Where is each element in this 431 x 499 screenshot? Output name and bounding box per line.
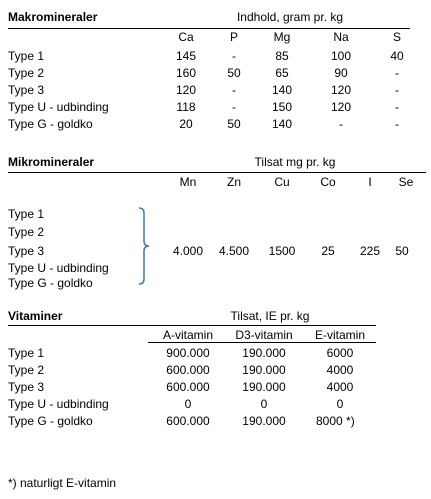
makro-cell: 20 (179, 117, 193, 131)
vit-cell: 190.000 (242, 380, 286, 394)
vit-header: Tilsat, IE pr. kg (230, 309, 310, 323)
makro-col-na: Na (333, 30, 349, 44)
vit-col-divider (148, 342, 376, 343)
vit-cell: 4000 (326, 363, 354, 377)
footnote: *) naturligt E-vitamin (8, 476, 117, 490)
mikro-col-se: Se (398, 175, 414, 189)
makro-col-s: S (392, 30, 401, 44)
makro-cell: 120 (175, 83, 197, 97)
vit-cell: 190.000 (242, 346, 286, 360)
mikro-row-label: Type 2 (8, 225, 45, 239)
mikro-value-i: 225 (359, 244, 381, 258)
makro-cell: 140 (271, 117, 293, 131)
vit-title: Vitaminer (8, 309, 63, 323)
vit-cell: 600.000 (166, 363, 210, 377)
mikro-value-se: 50 (395, 244, 409, 258)
makro-row-label: Type 2 (8, 66, 45, 80)
vit-cell: 0 (260, 397, 268, 411)
makro-cell: 50 (227, 117, 241, 131)
makro-cell: 40 (390, 49, 404, 63)
makro-cell: - (395, 66, 399, 80)
makro-cell: 65 (275, 66, 289, 80)
mikro-col-cu: Cu (274, 175, 290, 189)
makro-cell: - (395, 117, 399, 131)
makro-row-label: Type 3 (8, 83, 45, 97)
vit-row-label: Type 3 (8, 380, 45, 394)
vit-row-label: Type 1 (8, 346, 45, 360)
vit-cell: 6000 (326, 346, 354, 360)
makro-cell: 50 (227, 66, 241, 80)
brace-icon (138, 207, 150, 285)
vit-row-label: Type 2 (8, 363, 45, 377)
mikro-header: Tilsat mg pr. kg (254, 155, 336, 169)
mikro-value-cu: 1500 (268, 244, 296, 258)
vit-col-e: E-vitamin (314, 328, 365, 342)
makro-row-label: Type G - goldko (8, 117, 93, 131)
makro-divider (8, 28, 410, 29)
makro-cell: 145 (175, 49, 197, 63)
vit-col-d3: D3-vitamin (235, 328, 293, 342)
makro-row-label: Type U - udbinding (8, 100, 109, 114)
vit-cell: 190.000 (242, 363, 286, 377)
makro-col-p: P (229, 30, 238, 44)
vit-cell: 0 (336, 397, 344, 411)
vit-cell: 190.000 (242, 414, 286, 428)
vit-divider (8, 325, 376, 326)
mikro-value-mn: 4.000 (172, 244, 204, 258)
mikro-row-label: Type U - udbinding (8, 261, 109, 275)
mikro-col-mn: Mn (179, 175, 197, 189)
vit-cell: 4000 (326, 380, 354, 394)
mikro-row-label: Type 1 (8, 207, 45, 221)
makro-cell: 140 (271, 83, 293, 97)
makro-cell: 85 (275, 49, 289, 63)
makro-cell: 118 (176, 100, 196, 114)
mikro-divider (8, 172, 426, 173)
mikro-col-i: I (368, 175, 372, 189)
makro-col-mg: Mg (273, 30, 291, 44)
vit-cell: 8000 *) (316, 414, 355, 428)
makro-cell: 90 (334, 66, 348, 80)
makro-cell: 100 (330, 49, 352, 63)
vit-row-label: Type U - udbinding (8, 397, 109, 411)
makro-cell: - (339, 117, 343, 131)
vit-col-a: A-vitamin (162, 328, 213, 342)
mikro-value-co: 25 (321, 244, 335, 258)
makro-col-ca: Ca (178, 30, 194, 44)
mikro-title: Mikromineraler (8, 155, 95, 169)
vit-row-label: Type G - goldko (8, 414, 93, 428)
makro-cell: 120 (330, 100, 352, 114)
makro-row-label: Type 1 (8, 49, 45, 63)
makro-title: Makromineraler (8, 10, 98, 24)
vit-cell: 0 (184, 397, 192, 411)
makro-cell: 150 (271, 100, 293, 114)
makro-cell: 120 (330, 83, 352, 97)
mikro-row-label: Type G - goldko (8, 276, 93, 290)
makro-header: Indhold, gram pr. kg (236, 10, 344, 24)
mikro-row-label: Type 3 (8, 244, 45, 258)
mikro-value-zn: 4.500 (218, 244, 250, 258)
vit-cell: 900.000 (166, 346, 210, 360)
makro-cell: - (395, 83, 399, 97)
makro-cell: - (232, 83, 236, 97)
vit-cell: 600.000 (166, 414, 210, 428)
mikro-col-zn: Zn (226, 175, 241, 189)
vit-cell: 600.000 (166, 380, 210, 394)
mikro-col-co: Co (320, 175, 336, 189)
makro-cell: - (232, 100, 236, 114)
makro-cell: 160 (175, 66, 197, 80)
makro-cell: - (395, 100, 399, 114)
makro-cell: - (232, 49, 236, 63)
